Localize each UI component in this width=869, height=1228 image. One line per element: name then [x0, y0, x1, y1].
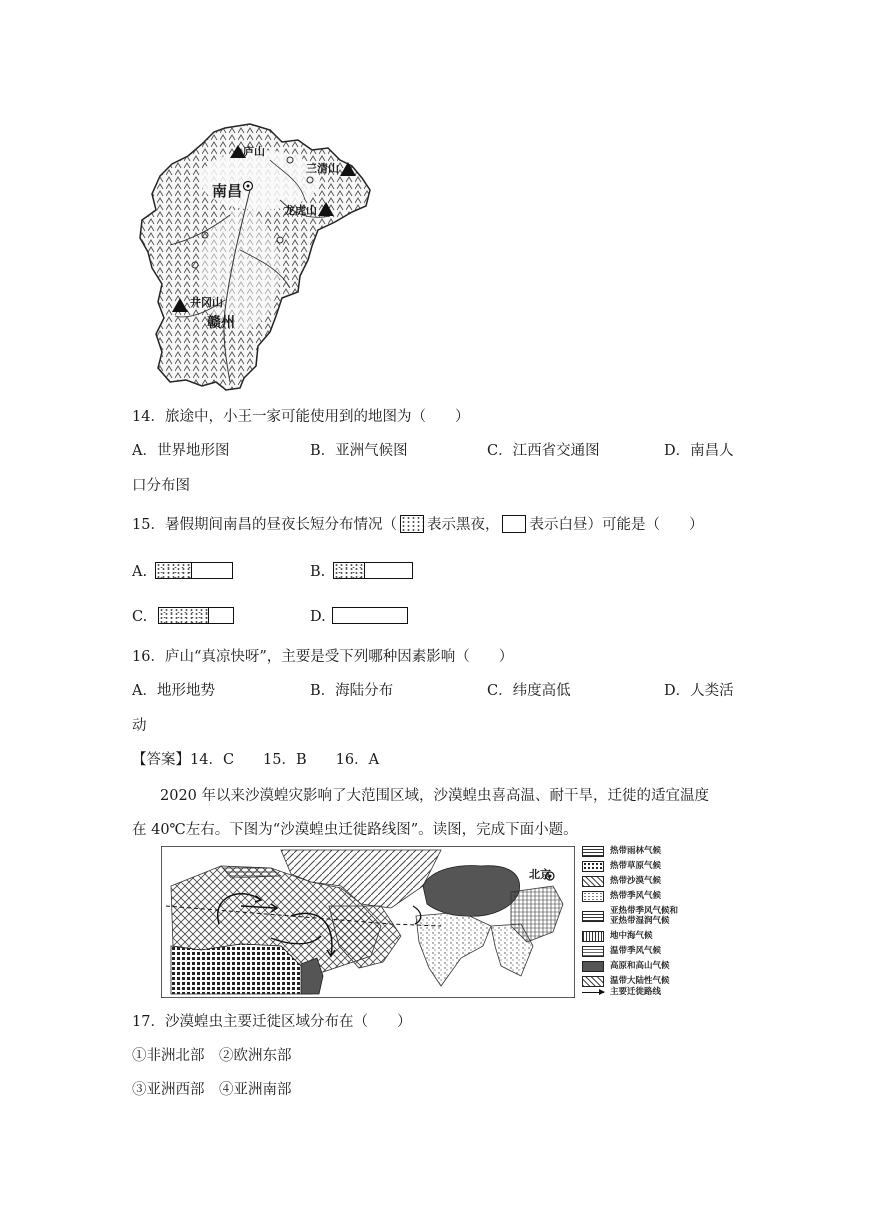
- legend-label: 热带沙漠气候: [610, 876, 662, 886]
- legend-item: [582, 931, 732, 943]
- q14-option-b: B．亚洲气候图: [310, 443, 408, 459]
- arrow-head-icon: [599, 989, 605, 995]
- legend-swatch: [582, 861, 604, 872]
- legend-label: 亚热带季风气候和 亚热带湿润气候: [610, 906, 679, 926]
- q14-option-a: A．世界地形图: [132, 443, 230, 459]
- jinggangshan-label: 井冈山: [190, 296, 223, 309]
- locust-migration-map: [161, 846, 575, 998]
- legend-item: [582, 946, 732, 958]
- q15-option-a-bar: [155, 562, 233, 579]
- legend-item: [582, 961, 732, 973]
- q15-stem-post: 表示白昼）可能是（ ）: [529, 517, 704, 533]
- legend-item: [582, 906, 732, 928]
- lushan-label: 庐山: [243, 145, 265, 158]
- legend-label: 温带季风气候: [610, 946, 662, 956]
- q15-option-c-bar: [158, 607, 234, 624]
- legend-swatch: [582, 931, 604, 942]
- q14-option-d-wrap: 口分布图: [132, 478, 190, 494]
- answer-line: 【答案】14．C 15．B 16．A: [132, 752, 380, 768]
- legend-swatch: [582, 891, 604, 902]
- climate-legend: [582, 846, 732, 998]
- night-segment: [159, 608, 209, 623]
- night-segment: [334, 563, 365, 578]
- q15-option-b-bar: [333, 562, 413, 579]
- q15-option-b-label: B.: [310, 564, 326, 580]
- q15-option-d-label: D.: [310, 609, 326, 625]
- legend-item: [582, 891, 732, 903]
- q17-stem: 17．沙漠蝗虫主要迁徙区域分布在（ ）: [132, 1014, 412, 1030]
- sanqingshan-label: 三清山: [306, 162, 339, 175]
- q16-option-d-wrap: 动: [132, 718, 147, 734]
- legend-label: 高原和高山气候: [610, 961, 670, 971]
- longhushan-label: 龙虎山: [284, 204, 317, 217]
- q16-option-b: B．海陆分布: [310, 683, 394, 699]
- legend-item: [582, 861, 732, 873]
- q14-option-c: C．江西省交通图: [487, 443, 600, 459]
- beijing-label: 北京: [529, 868, 551, 881]
- q15-stem: [132, 515, 703, 535]
- legend-label: 地中海气候: [610, 931, 653, 941]
- night-segment: [156, 563, 192, 578]
- legend-swatch: [582, 976, 604, 987]
- q14-stem: 14．旅途中，小王一家可能使用到的地图为（ ）: [132, 409, 470, 425]
- nanchang-label: 南昌: [212, 182, 243, 200]
- q15-option-c-label: C.: [132, 609, 148, 625]
- legend-label: 热带雨林气候: [610, 846, 662, 856]
- locust-map-svg: [161, 846, 575, 998]
- legend-item: [582, 846, 732, 858]
- q16-option-a: A．地形地势: [132, 683, 215, 699]
- legend-swatch: [582, 946, 604, 957]
- ganzhou-label: 赣州: [207, 315, 235, 331]
- q15-stem-mid: 表示黑夜，: [426, 517, 500, 533]
- q17-line-1: ①非洲北部 ②欧洲东部: [132, 1048, 292, 1064]
- legend-swatch: [582, 911, 604, 922]
- q17-line-2: ③亚洲西部 ④亚洲南部: [132, 1082, 292, 1098]
- jiangxi-map: [130, 120, 385, 392]
- day-legend-box: [502, 515, 526, 533]
- legend-item: [582, 876, 732, 888]
- q16-stem: 16．庐山“真凉快呀”，主要是受下列哪种因素影响（ ）: [132, 649, 514, 665]
- legend-label: 温带大陆性气候: [610, 976, 670, 986]
- q16-option-d: D．人类活: [664, 683, 734, 699]
- passage-line-2: 在 40℃左右。下图为“沙漠蝗虫迁徙路线图”。读图，完成下面小题。: [132, 822, 578, 838]
- legend-label: 热带季风气候: [610, 891, 662, 901]
- jiangxi-map-svg: [130, 120, 385, 392]
- legend-label: 主要迁徙路线: [610, 987, 662, 997]
- q14-option-d: D．南昌人: [664, 443, 734, 459]
- q15-stem-pre: 15．暑假期间南昌的昼夜长短分布情况（: [132, 517, 397, 533]
- q15-option-a-label: A.: [132, 564, 148, 580]
- legend-swatch: [582, 846, 604, 857]
- q16-option-c: C．纬度高低: [487, 683, 571, 699]
- legend-label: 热带草原气候: [610, 861, 662, 871]
- q15-option-d-bar: [332, 607, 408, 624]
- night-legend-box: [400, 515, 424, 533]
- legend-swatch: [582, 876, 604, 887]
- legend-item: [582, 989, 732, 1001]
- passage-line-1: 2020 年以来沙漠蝗灾影响了大范围区域，沙漠蝗虫喜高温、耐干旱，迁徙的适宜温度: [160, 788, 710, 804]
- legend-swatch: [582, 961, 604, 972]
